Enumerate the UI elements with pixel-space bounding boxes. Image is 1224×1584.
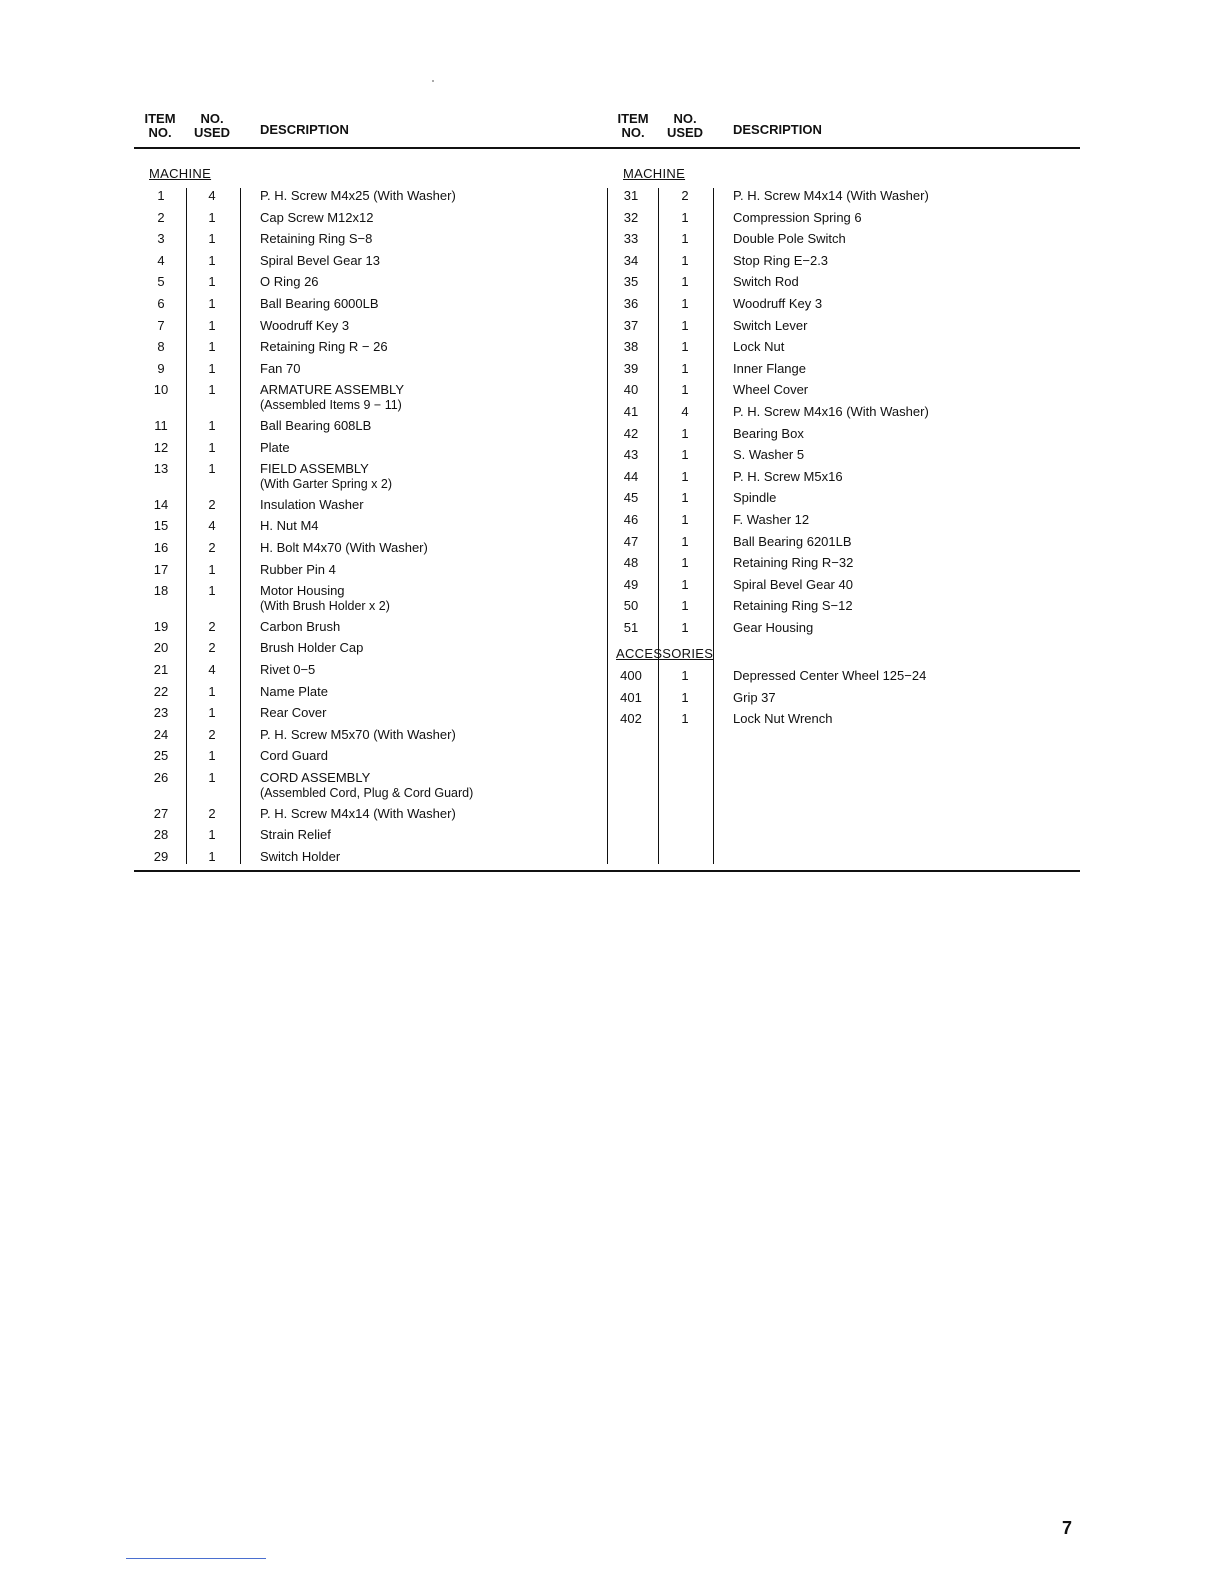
item-number: 401 bbox=[620, 689, 642, 705]
quantity-used: 4 bbox=[208, 518, 216, 534]
part-description bbox=[733, 404, 929, 419]
part-description bbox=[260, 770, 473, 800]
quantity-used: 1 bbox=[681, 512, 689, 527]
part-description-text: FIELD ASSEMBLY bbox=[260, 461, 369, 477]
part-description-text: Spiral Bevel Gear 13 bbox=[260, 252, 380, 268]
item-number: 1 bbox=[157, 188, 165, 203]
part-description bbox=[260, 540, 428, 555]
item-number: 45 bbox=[623, 490, 639, 506]
quantity-used: 1 bbox=[208, 770, 216, 785]
quantity-used: 1 bbox=[208, 461, 216, 477]
item-number: 18 bbox=[153, 583, 169, 599]
part-description-text: Wheel Cover bbox=[733, 382, 809, 398]
part-description-text: Brush Holder Cap bbox=[260, 640, 364, 656]
column-divider bbox=[607, 188, 608, 864]
part-description bbox=[733, 426, 804, 441]
item-number: 3 bbox=[157, 231, 165, 247]
part-description bbox=[260, 827, 331, 842]
quantity-used: 2 bbox=[208, 640, 216, 656]
part-description bbox=[733, 711, 832, 726]
quantity-used: 1 bbox=[681, 576, 689, 592]
header-used-label: NO. bbox=[200, 111, 224, 126]
quantity-used: 1 bbox=[208, 296, 216, 311]
part-description-text: Strain Relief bbox=[260, 827, 331, 843]
quantity-used: 1 bbox=[208, 561, 216, 577]
item-number: 47 bbox=[623, 533, 639, 549]
item-number: 16 bbox=[153, 540, 169, 555]
part-description bbox=[733, 690, 776, 705]
item-number: 23 bbox=[153, 705, 169, 721]
part-description bbox=[260, 418, 371, 433]
part-description-text: Ball Bearing 6201LB bbox=[733, 533, 852, 549]
part-description bbox=[733, 253, 828, 268]
item-number: 34 bbox=[623, 252, 639, 268]
part-description-text: H. Bolt M4x70 (With Washer) bbox=[260, 540, 428, 555]
part-description-text: O Ring 26 bbox=[260, 274, 319, 290]
part-description-text: Switch Holder bbox=[260, 848, 341, 864]
part-description-text: Rubber Pin 4 bbox=[260, 561, 336, 577]
quantity-used: 1 bbox=[208, 252, 216, 268]
quantity-used: 1 bbox=[208, 360, 216, 376]
part-description bbox=[260, 806, 456, 821]
part-description bbox=[733, 231, 846, 246]
part-description-text: S. Washer 5 bbox=[733, 447, 805, 463]
right-parts-column bbox=[611, 160, 1081, 880]
footer-line bbox=[126, 1558, 266, 1559]
part-description bbox=[260, 562, 336, 577]
quantity-used: 1 bbox=[208, 274, 216, 290]
part-description-text: Stop Ring E−2.3 bbox=[733, 252, 829, 268]
part-description-note: (Assembled Items 9 − 11) bbox=[260, 398, 402, 413]
part-description bbox=[733, 296, 822, 311]
part-description bbox=[260, 684, 328, 699]
part-description-text: Woodruff Key 3 bbox=[260, 317, 350, 333]
part-description bbox=[260, 339, 388, 354]
quantity-used: 1 bbox=[681, 425, 689, 441]
part-description-text: Woodruff Key 3 bbox=[733, 296, 823, 311]
section-label-accessories: ACCESSORIES bbox=[616, 646, 714, 661]
part-description bbox=[733, 447, 804, 462]
part-description bbox=[733, 382, 808, 397]
section-label-machine: MACHINE bbox=[623, 166, 686, 181]
part-description bbox=[733, 577, 853, 592]
quantity-used: 1 bbox=[681, 689, 689, 705]
part-description bbox=[260, 497, 364, 512]
item-number: 41 bbox=[623, 404, 639, 419]
quantity-used: 1 bbox=[681, 382, 689, 398]
item-number: 15 bbox=[153, 518, 169, 534]
part-description-text: Compression Spring 6 bbox=[733, 209, 862, 225]
part-description bbox=[733, 469, 843, 484]
column-divider bbox=[186, 188, 187, 864]
part-description-text: Double Pole Switch bbox=[733, 231, 846, 247]
header-used-label: NO. bbox=[673, 111, 697, 126]
item-number: 400 bbox=[620, 668, 642, 683]
quantity-used: 1 bbox=[208, 317, 216, 333]
item-number: 46 bbox=[623, 512, 639, 527]
part-description-text: Carbon Brush bbox=[260, 618, 341, 634]
part-description bbox=[733, 188, 929, 203]
quantity-used: 1 bbox=[208, 382, 216, 398]
item-number: 402 bbox=[620, 711, 642, 727]
header-description: DESCRIPTION bbox=[733, 122, 822, 137]
header-item-no bbox=[603, 112, 663, 140]
quantity-used: 1 bbox=[681, 296, 689, 311]
part-description-text: Grip 37 bbox=[733, 689, 776, 705]
part-description-text: Ball Bearing 6000LB bbox=[260, 296, 379, 311]
item-number: 27 bbox=[153, 805, 169, 821]
item-number: 17 bbox=[153, 561, 169, 577]
quantity-used: 1 bbox=[208, 683, 216, 699]
item-number: 8 bbox=[157, 339, 165, 355]
part-description-text: Inner Flange bbox=[733, 360, 806, 376]
part-description bbox=[260, 518, 319, 533]
quantity-used: 1 bbox=[681, 209, 689, 225]
item-number: 10 bbox=[153, 382, 169, 398]
quantity-used: 1 bbox=[208, 231, 216, 247]
quantity-used: 1 bbox=[681, 339, 689, 355]
left-column-header bbox=[130, 112, 590, 148]
part-description-text: H. Nut M4 bbox=[260, 518, 319, 534]
header-used-label-2: USED bbox=[193, 125, 231, 140]
part-description bbox=[260, 640, 363, 655]
part-description bbox=[733, 490, 776, 505]
part-description bbox=[260, 662, 315, 677]
header-used-label-2: USED bbox=[666, 125, 704, 140]
quantity-used: 1 bbox=[208, 209, 216, 225]
part-description-text: P. H. Screw M5x16 bbox=[733, 468, 843, 484]
part-description-text: Bearing Box bbox=[733, 425, 804, 441]
part-description bbox=[260, 619, 340, 634]
part-description bbox=[260, 210, 373, 225]
item-number: 35 bbox=[623, 274, 639, 290]
part-description-text: Switch Lever bbox=[733, 317, 808, 333]
part-description bbox=[260, 583, 390, 613]
part-description bbox=[260, 188, 456, 203]
part-description-text: Switch Rod bbox=[733, 274, 799, 290]
item-number: 43 bbox=[623, 447, 639, 463]
part-description-text: Rivet 0−5 bbox=[260, 662, 316, 677]
item-number: 2 bbox=[157, 209, 165, 225]
item-number: 39 bbox=[623, 360, 639, 376]
part-description bbox=[260, 748, 328, 763]
quantity-used: 1 bbox=[681, 555, 689, 571]
part-description bbox=[733, 339, 784, 354]
header-no-used bbox=[655, 112, 715, 140]
page-number: 7 bbox=[1062, 1518, 1073, 1538]
part-description bbox=[260, 849, 340, 864]
item-number: 7 bbox=[157, 317, 165, 333]
part-description-text: Lock Nut bbox=[733, 339, 785, 355]
quantity-used: 1 bbox=[208, 339, 216, 355]
item-number: 32 bbox=[623, 209, 639, 225]
part-description-text: Ball Bearing 608LB bbox=[260, 418, 372, 433]
part-description bbox=[260, 727, 456, 742]
part-description-text: Retaining Ring S−8 bbox=[260, 231, 373, 247]
part-description bbox=[733, 668, 926, 683]
part-description bbox=[733, 534, 852, 549]
quantity-used: 1 bbox=[208, 748, 216, 764]
part-description bbox=[733, 598, 853, 613]
part-description-note: (Assembled Cord, Plug & Cord Guard) bbox=[260, 786, 474, 800]
part-description bbox=[260, 361, 300, 376]
item-number: 49 bbox=[623, 576, 639, 592]
part-description-text: Retaining Ring S−12 bbox=[733, 598, 853, 614]
quantity-used: 4 bbox=[208, 662, 216, 677]
item-number: 22 bbox=[153, 683, 169, 699]
item-number: 14 bbox=[153, 496, 169, 512]
header-no-used bbox=[182, 112, 242, 140]
quantity-used: 2 bbox=[208, 540, 216, 555]
part-description-text: P. H. Screw M4x14 (With Washer) bbox=[733, 188, 929, 203]
quantity-used: 1 bbox=[681, 274, 689, 290]
item-number: 20 bbox=[153, 640, 169, 656]
quantity-used: 2 bbox=[208, 618, 216, 634]
quantity-used: 1 bbox=[208, 439, 216, 455]
quantity-used: 1 bbox=[208, 583, 216, 599]
item-number: 50 bbox=[623, 598, 639, 614]
part-description-text: Insulation Washer bbox=[260, 496, 364, 512]
part-description-note: (With Garter Spring x 2) bbox=[260, 477, 392, 492]
item-number: 6 bbox=[157, 296, 165, 311]
part-description bbox=[260, 705, 326, 720]
part-description-text: Cord Guard bbox=[260, 748, 328, 764]
part-description-text: P. H. Screw M4x16 (With Washer) bbox=[733, 404, 929, 419]
part-description-text: Gear Housing bbox=[733, 620, 814, 635]
quantity-used: 4 bbox=[208, 188, 216, 203]
quantity-used: 1 bbox=[681, 468, 689, 484]
section-label-machine: MACHINE bbox=[149, 166, 212, 181]
quantity-used: 1 bbox=[681, 620, 689, 635]
quantity-used: 1 bbox=[681, 231, 689, 247]
part-description-text: P. H. Screw M5x70 (With Washer) bbox=[260, 726, 456, 742]
quantity-used: 1 bbox=[681, 711, 689, 727]
item-number: 44 bbox=[623, 468, 639, 484]
part-description bbox=[260, 253, 380, 268]
item-number: 51 bbox=[623, 620, 639, 635]
part-description-text: Retaining Ring R − 26 bbox=[260, 339, 388, 355]
quantity-used: 2 bbox=[208, 805, 216, 821]
quantity-used: 1 bbox=[208, 827, 216, 843]
item-number: 4 bbox=[157, 252, 165, 268]
part-description-text: Plate bbox=[260, 439, 290, 455]
item-number: 11 bbox=[154, 418, 168, 433]
part-description bbox=[260, 296, 379, 311]
item-number: 33 bbox=[623, 231, 639, 247]
part-description-text: Spiral Bevel Gear 40 bbox=[733, 576, 853, 592]
quantity-used: 1 bbox=[681, 533, 689, 549]
item-number: 12 bbox=[153, 439, 169, 455]
part-description bbox=[733, 210, 862, 225]
column-divider bbox=[713, 188, 714, 864]
part-description bbox=[733, 555, 853, 570]
part-description bbox=[260, 274, 319, 289]
quantity-used: 1 bbox=[681, 447, 689, 463]
quantity-used: 2 bbox=[208, 496, 216, 512]
part-description bbox=[260, 440, 290, 455]
stray-mark bbox=[432, 80, 434, 82]
quantity-used: 1 bbox=[681, 252, 689, 268]
part-description-text: Cap Screw M12x12 bbox=[260, 209, 374, 225]
item-number: 28 bbox=[153, 827, 169, 843]
header-description: DESCRIPTION bbox=[260, 122, 349, 137]
quantity-used: 1 bbox=[208, 418, 216, 433]
header-item-label: ITEM bbox=[144, 111, 176, 126]
quantity-used: 2 bbox=[681, 188, 689, 203]
header-item-label-2: NO. bbox=[621, 125, 645, 140]
part-description-text: Retaining Ring R−32 bbox=[733, 555, 854, 571]
part-description-text: Name Plate bbox=[260, 683, 328, 699]
quantity-used: 2 bbox=[208, 726, 216, 742]
item-number: 42 bbox=[623, 425, 639, 441]
part-description-note: (With Brush Holder x 2) bbox=[260, 599, 390, 614]
header-item-label: ITEM bbox=[617, 111, 649, 126]
column-divider bbox=[658, 188, 659, 864]
item-number: 13 bbox=[153, 461, 169, 477]
item-number: 5 bbox=[157, 274, 165, 290]
part-description-text: Spindle bbox=[733, 490, 777, 506]
item-number: 37 bbox=[623, 317, 639, 333]
quantity-used: 1 bbox=[681, 668, 689, 683]
item-number: 26 bbox=[153, 770, 169, 785]
part-description-text: Depressed Center Wheel 125−24 bbox=[733, 668, 927, 683]
column-divider bbox=[240, 188, 241, 864]
part-description-text: F. Washer 12 bbox=[733, 512, 810, 527]
quantity-used: 1 bbox=[208, 848, 216, 864]
part-description bbox=[733, 274, 799, 289]
quantity-used: 1 bbox=[681, 490, 689, 506]
right-column-header bbox=[603, 112, 1063, 148]
quantity-used: 1 bbox=[681, 598, 689, 614]
part-description bbox=[260, 382, 404, 412]
item-number: 48 bbox=[623, 555, 639, 571]
part-description-text: Fan 70 bbox=[260, 360, 301, 376]
item-number: 29 bbox=[153, 848, 169, 864]
part-description-text: Lock Nut Wrench bbox=[733, 711, 833, 727]
part-description-text: Rear Cover bbox=[260, 705, 327, 721]
item-number: 36 bbox=[623, 296, 639, 311]
item-number: 31 bbox=[623, 188, 639, 203]
item-number: 38 bbox=[623, 339, 639, 355]
item-number: 19 bbox=[153, 618, 169, 634]
quantity-used: 1 bbox=[681, 360, 689, 376]
item-number: 25 bbox=[153, 748, 169, 764]
part-description bbox=[260, 231, 372, 246]
header-item-label-2: NO. bbox=[148, 125, 172, 140]
part-description bbox=[260, 318, 349, 333]
part-description-text: P. H. Screw M4x14 (With Washer) bbox=[260, 805, 456, 821]
header-item-no bbox=[130, 112, 190, 140]
left-parts-column bbox=[141, 160, 601, 880]
quantity-used: 4 bbox=[681, 404, 689, 419]
part-description-text: P. H. Screw M4x25 (With Washer) bbox=[260, 188, 456, 203]
item-number: 9 bbox=[157, 360, 165, 376]
quantity-used: 1 bbox=[681, 317, 689, 333]
item-number: 40 bbox=[623, 382, 639, 398]
header-rule bbox=[134, 147, 1080, 149]
part-description bbox=[733, 361, 806, 376]
item-number: 21 bbox=[153, 662, 169, 677]
part-description-text: Motor Housing bbox=[260, 583, 345, 599]
quantity-used: 1 bbox=[208, 705, 216, 721]
part-description bbox=[733, 318, 807, 333]
part-description bbox=[260, 461, 392, 491]
item-number: 24 bbox=[153, 726, 169, 742]
part-description-text: CORD ASSEMBLY bbox=[260, 770, 371, 785]
part-description bbox=[733, 512, 809, 527]
part-description bbox=[733, 620, 813, 635]
part-description-text: ARMATURE ASSEMBLY bbox=[260, 382, 404, 398]
